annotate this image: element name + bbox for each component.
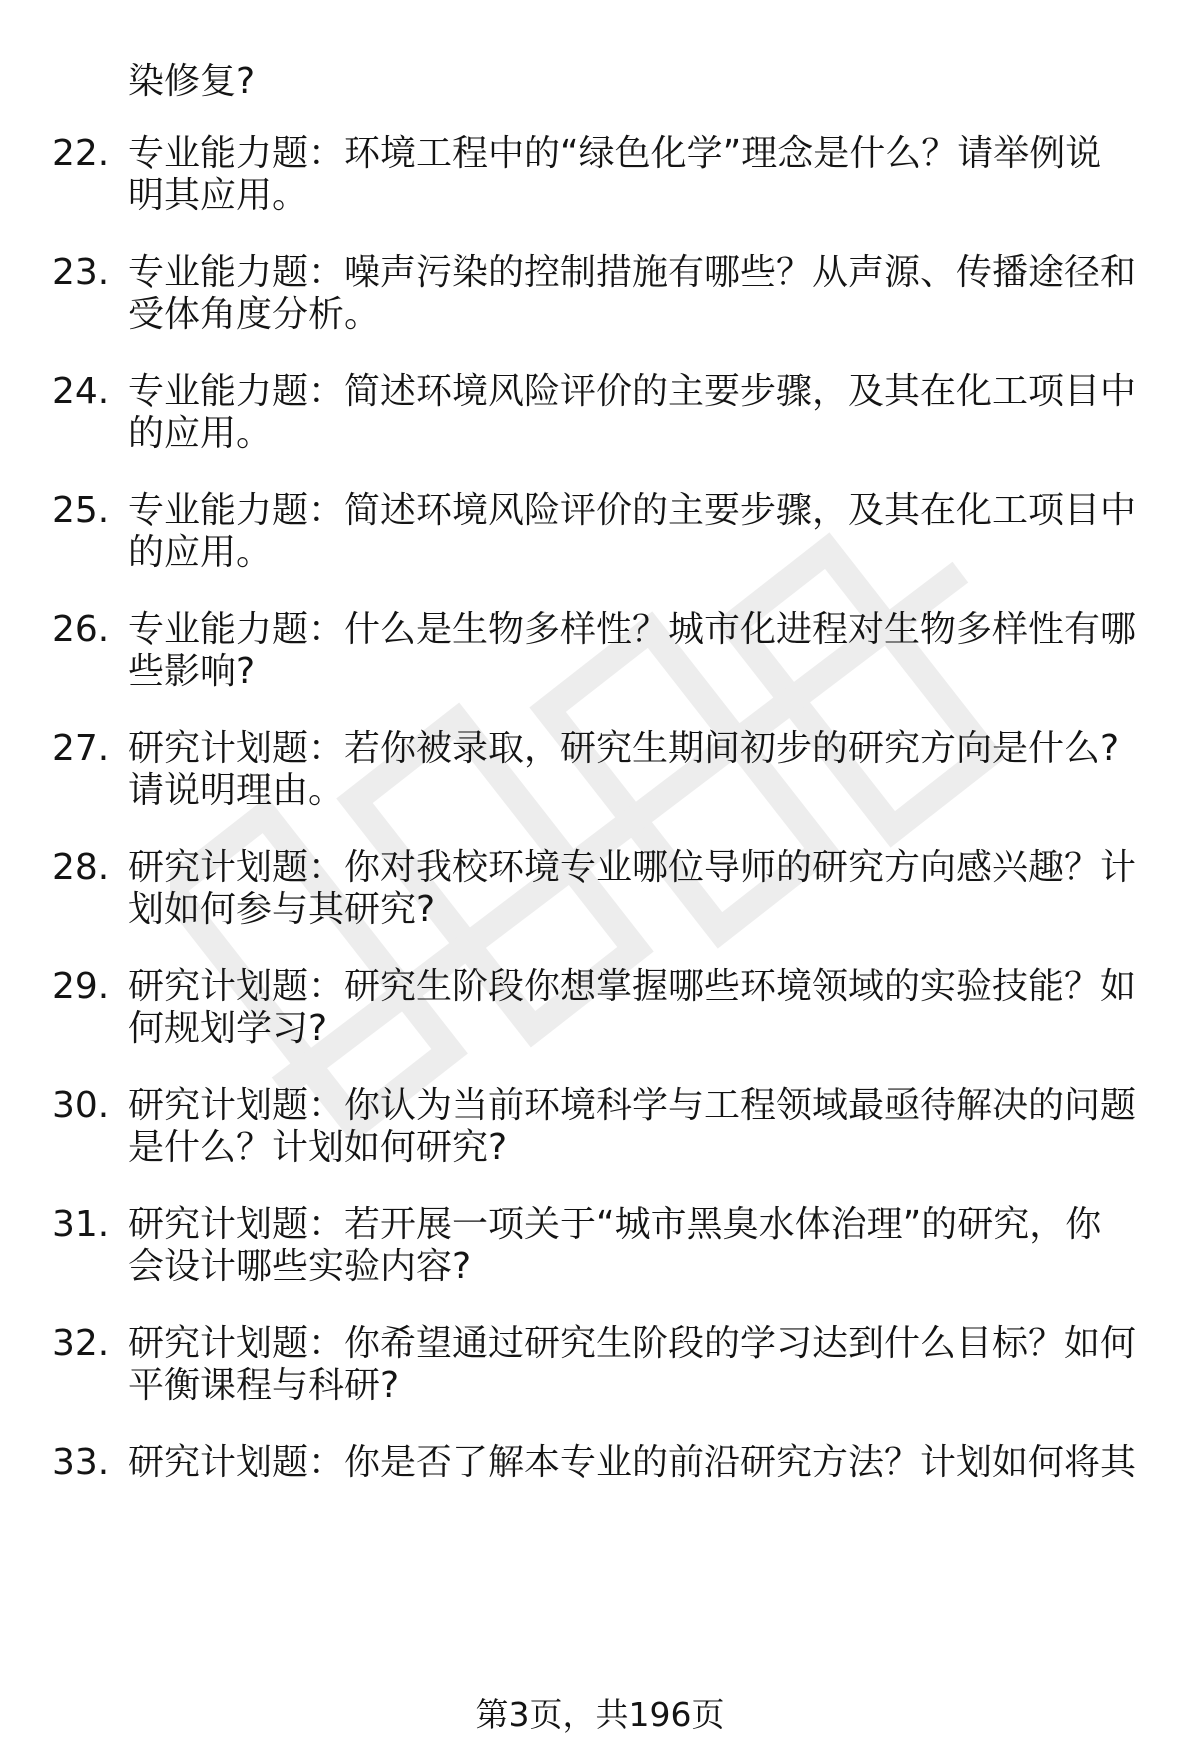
item-number: 25. xyxy=(52,490,110,531)
item-text-line: 研究计划题：你希望通过研究生阶段的学习达到什么目标？如何 xyxy=(128,1323,1137,1364)
item-text-line: 受体角度分析。 xyxy=(128,294,381,335)
item-text-line: 研究计划题：你认为当前环境科学与工程领域最亟待解决的问题 xyxy=(128,1085,1137,1126)
item-number: 23. xyxy=(52,252,110,293)
item-number: 31. xyxy=(52,1204,110,1245)
item-text-line: 专业能力题：简述环境风险评价的主要步骤，及其在化工项目中 xyxy=(128,371,1137,412)
item-number: 30. xyxy=(52,1085,110,1126)
item-text-line: 专业能力题：简述环境风险评价的主要步骤，及其在化工项目中 xyxy=(128,490,1137,531)
item-number: 32. xyxy=(52,1323,110,1364)
item-text-line: 专业能力题：环境工程中的“绿色化学”理念是什么？请举例说 xyxy=(128,133,1102,174)
item-number: 29. xyxy=(52,966,110,1007)
page-footer: 第3页，共196页 xyxy=(475,1695,725,1734)
item-text-line: 研究计划题：若你被录取，研究生期间初步的研究方向是什么? xyxy=(128,728,1120,769)
item-number: 22. xyxy=(52,133,110,174)
item-text-line: 平衡课程与科研? xyxy=(128,1365,400,1406)
item-number: 28. xyxy=(52,847,110,888)
item-text-line: 专业能力题：噪声污染的控制措施有哪些？从声源、传播途径和 xyxy=(128,252,1137,293)
item-text-line: 会设计哪些实验内容? xyxy=(128,1246,472,1287)
item-text-line: 研究计划题：你是否了解本专业的前沿研究方法？计划如何将其 xyxy=(128,1442,1137,1483)
item-number: 24. xyxy=(52,371,110,412)
item-text-line: 何规划学习? xyxy=(128,1008,328,1049)
item-text-line: 研究计划题：研究生阶段你想掌握哪些环境领域的实验技能？如 xyxy=(128,966,1137,1007)
item-text-line: 染修复? xyxy=(128,61,256,102)
item-text-line: 研究计划题：你对我校环境专业哪位导师的研究方向感兴趣？计 xyxy=(128,847,1137,888)
item-text-line: 的应用。 xyxy=(128,532,273,573)
item-number: 26. xyxy=(52,609,110,650)
item-text-line: 的应用。 xyxy=(128,413,273,454)
item-text-line: 研究计划题：若开展一项关于“城市黑臭水体治理”的研究，你 xyxy=(128,1204,1102,1245)
item-text-line: 划如何参与其研究? xyxy=(128,889,436,930)
item-text-line: 是什么？计划如何研究? xyxy=(128,1127,508,1168)
item-text-line: 请说明理由。 xyxy=(128,770,345,811)
item-text-line: 专业能力题：什么是生物多样性？城市化进程对生物多样性有哪 xyxy=(128,609,1137,650)
item-number: 33. xyxy=(52,1442,110,1483)
item-text-line: 明其应用。 xyxy=(128,175,309,216)
item-text-line: 些影响? xyxy=(128,651,256,692)
item-number: 27. xyxy=(52,728,110,769)
